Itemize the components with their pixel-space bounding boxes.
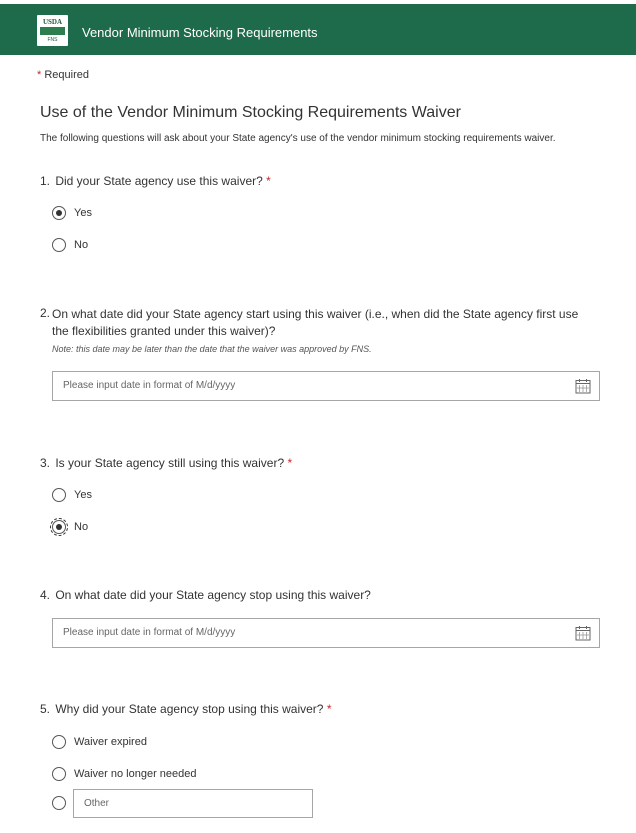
section-description: The following questions will ask about your State agency's use of the vendor minimum stocking requirements waiver. bbox=[40, 133, 556, 144]
date-placeholder: Please input date in format of M/d/yyyy bbox=[63, 627, 236, 638]
option-label: No bbox=[74, 521, 89, 533]
question-2-note: Note: this date may be later than the date that the waiver was approved by FNS. bbox=[52, 344, 372, 354]
question-text: Why did your State agency stop using this waiver? bbox=[55, 702, 324, 716]
question-text: Is your State agency still using this waiver? bbox=[55, 456, 285, 470]
option-label: Yes bbox=[74, 489, 92, 501]
radio-button[interactable] bbox=[52, 520, 66, 534]
question-number: 1. bbox=[40, 174, 51, 188]
radio-button[interactable] bbox=[52, 796, 66, 810]
option-label: Waiver no longer needed bbox=[74, 768, 197, 780]
q1-option-no[interactable] bbox=[52, 237, 88, 253]
question-2-number bbox=[40, 306, 52, 320]
question-3 bbox=[40, 456, 292, 470]
q3-option-yes[interactable] bbox=[52, 487, 92, 503]
question-text: On what date did your State agency stop using this waiver? bbox=[55, 588, 371, 602]
other-text-input[interactable] bbox=[73, 789, 313, 818]
q5-option-not-needed[interactable] bbox=[52, 766, 197, 782]
section-title: Use of the Vendor Minimum Stocking Requirements Waiver bbox=[40, 104, 461, 121]
question-number: 4. bbox=[40, 588, 51, 602]
calendar-icon[interactable] bbox=[575, 625, 591, 641]
question-5 bbox=[40, 702, 332, 716]
required-star: * bbox=[37, 69, 42, 81]
calendar-icon[interactable] bbox=[575, 378, 591, 394]
question-number: 3. bbox=[40, 456, 51, 470]
radio-button[interactable] bbox=[52, 206, 66, 220]
usda-logo bbox=[37, 15, 68, 46]
radio-button[interactable] bbox=[52, 735, 66, 749]
q5-option-expired[interactable] bbox=[52, 734, 147, 750]
q1-option-yes[interactable] bbox=[52, 205, 92, 221]
logo-bottom-text: FNS bbox=[47, 37, 58, 43]
form-title: Vendor Minimum Stocking Requirements bbox=[82, 25, 318, 40]
question-number: 5. bbox=[40, 702, 51, 716]
question-number: 2. bbox=[40, 306, 51, 320]
date-placeholder: Please input date in format of M/d/yyyy bbox=[63, 380, 236, 391]
form-header bbox=[0, 4, 636, 55]
option-label: Yes bbox=[74, 207, 92, 219]
radio-button[interactable] bbox=[52, 488, 66, 502]
other-placeholder: Other bbox=[84, 798, 110, 809]
radio-button[interactable] bbox=[52, 238, 66, 252]
option-label: Waiver expired bbox=[74, 736, 147, 748]
question-1 bbox=[40, 174, 271, 188]
required-star: * bbox=[323, 702, 332, 716]
required-note bbox=[37, 69, 89, 81]
question-text: Did your State agency use this waiver? bbox=[55, 174, 263, 188]
start-date-input[interactable] bbox=[52, 371, 600, 401]
required-star: * bbox=[262, 174, 271, 188]
option-label: No bbox=[74, 239, 89, 251]
question-4 bbox=[40, 588, 371, 602]
required-note-text: Required bbox=[41, 69, 89, 81]
q5-option-other[interactable] bbox=[52, 795, 66, 811]
required-star: * bbox=[284, 456, 293, 470]
logo-top-text: USDA bbox=[42, 18, 63, 26]
q3-option-no[interactable] bbox=[52, 519, 88, 535]
logo-graphic bbox=[40, 27, 65, 35]
stop-date-input[interactable] bbox=[52, 618, 600, 648]
question-2-text: On what date did your State agency start using this waiver (i.e., when did the State agency first use the flexibilities granted under this waiver)? bbox=[52, 307, 579, 338]
radio-button[interactable] bbox=[52, 767, 66, 781]
